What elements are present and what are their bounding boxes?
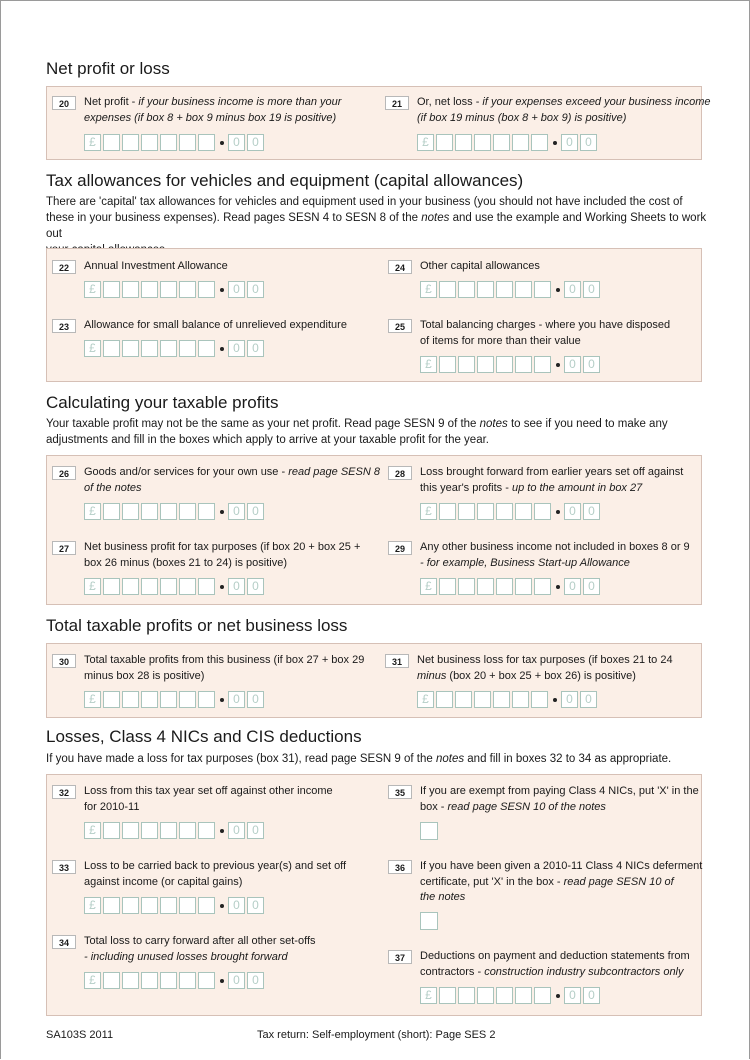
box-number: 36 xyxy=(388,860,412,874)
digit-cell[interactable] xyxy=(160,281,177,298)
digit-cell[interactable] xyxy=(179,972,196,989)
pence-cell[interactable]: 0 xyxy=(247,578,264,595)
amount-field[interactable] xyxy=(420,503,602,520)
digit-cell[interactable] xyxy=(493,691,510,708)
digit-cell[interactable] xyxy=(160,822,177,839)
box-label: Loss brought forward from earlier years set off against this year's profits - up to the amount in box 27 xyxy=(420,466,684,494)
pence-cell[interactable]: 0 xyxy=(247,281,264,298)
pence-cell[interactable]: 0 xyxy=(228,972,245,989)
decimal-point xyxy=(556,363,560,367)
digit-cell[interactable] xyxy=(458,578,475,595)
pound-cell[interactable]: £ xyxy=(417,691,434,708)
amount-field[interactable] xyxy=(420,281,602,298)
digit-cell[interactable] xyxy=(179,134,196,151)
pound-cell[interactable]: £ xyxy=(84,134,101,151)
digit-cell[interactable] xyxy=(103,578,120,595)
digit-cell[interactable] xyxy=(103,691,120,708)
digit-cell[interactable] xyxy=(534,503,551,520)
box-number: 26 xyxy=(52,466,76,480)
box-label: Other capital allowances xyxy=(420,260,540,272)
digit-cell[interactable] xyxy=(198,134,215,151)
section-intro-allowances: There are 'capital' tax allowances for vehicles and equipment used in your business (you should not have included the cost of these in your business expenses). Read pages SESN 4 to SESN 8 of the notes and use the example and Working Sheets to work out xyxy=(46,196,707,240)
decimal-point xyxy=(220,510,224,514)
decimal-point xyxy=(556,585,560,589)
digit-cell[interactable] xyxy=(122,340,139,357)
box-number: 25 xyxy=(388,319,412,333)
digit-cell[interactable] xyxy=(458,987,475,1004)
decimal-point xyxy=(220,829,224,833)
box-label: Net business profit for tax purposes (if box 20 + box 25 + box 26 minus (boxes 21 to 24) is positive) xyxy=(84,541,361,569)
digit-cell[interactable] xyxy=(160,897,177,914)
digit-cell[interactable] xyxy=(179,340,196,357)
digit-cell[interactable] xyxy=(496,356,513,373)
digit-cell[interactable] xyxy=(141,281,158,298)
digit-cell[interactable] xyxy=(496,281,513,298)
pence-cell[interactable]: 0 xyxy=(228,134,245,151)
digit-cell[interactable] xyxy=(103,340,120,357)
box-number: 33 xyxy=(52,860,76,874)
digit-cell[interactable] xyxy=(103,972,120,989)
digit-cell[interactable] xyxy=(477,987,494,1004)
amount-field[interactable] xyxy=(420,578,602,595)
pence-cell[interactable]: 0 xyxy=(564,356,581,373)
digit-cell[interactable] xyxy=(455,691,472,708)
digit-cell[interactable] xyxy=(198,503,215,520)
amount-field[interactable] xyxy=(84,503,266,520)
digit-cell[interactable] xyxy=(122,281,139,298)
box-number: 35 xyxy=(388,785,412,799)
amount-field[interactable] xyxy=(84,578,266,595)
decimal-point xyxy=(220,585,224,589)
digit-cell[interactable] xyxy=(515,356,532,373)
digit-cell[interactable] xyxy=(531,691,548,708)
box-label: Total taxable profits from this business (if box 27 + box 29 minus box 28 is positive) xyxy=(84,654,365,682)
pence-cell[interactable]: 0 xyxy=(247,134,264,151)
digit-cell[interactable] xyxy=(160,972,177,989)
decimal-point xyxy=(220,904,224,908)
section-title-allowances: Tax allowances for vehicles and equipment (capital allowances) xyxy=(46,171,524,190)
box-label: Or, net loss - if your expenses exceed your business income (if box 19 minus (box 8 + box 9) is positive) xyxy=(417,96,711,124)
box-number: 20 xyxy=(52,96,76,110)
digit-cell[interactable] xyxy=(103,503,120,520)
pound-cell[interactable]: £ xyxy=(420,356,437,373)
amount-field[interactable] xyxy=(417,691,599,708)
digit-cell[interactable] xyxy=(458,281,475,298)
decimal-point xyxy=(556,994,560,998)
box-number: 28 xyxy=(388,466,412,480)
digit-cell[interactable] xyxy=(534,987,551,1004)
digit-cell[interactable] xyxy=(474,134,491,151)
pence-cell[interactable]: 0 xyxy=(228,281,245,298)
digit-cell[interactable] xyxy=(103,281,120,298)
digit-cell[interactable] xyxy=(534,281,551,298)
digit-cell[interactable] xyxy=(160,691,177,708)
digit-cell[interactable] xyxy=(103,897,120,914)
amount-field[interactable] xyxy=(420,987,602,1004)
pound-cell[interactable]: £ xyxy=(84,503,101,520)
digit-cell[interactable] xyxy=(477,578,494,595)
digit-cell[interactable] xyxy=(141,134,158,151)
digit-cell[interactable] xyxy=(477,356,494,373)
digit-cell[interactable] xyxy=(198,822,215,839)
pence-cell[interactable]: 0 xyxy=(228,503,245,520)
digit-cell[interactable] xyxy=(477,503,494,520)
pence-cell[interactable]: 0 xyxy=(247,897,264,914)
digit-cell[interactable] xyxy=(198,691,215,708)
amount-field[interactable] xyxy=(84,691,266,708)
digit-cell[interactable] xyxy=(198,340,215,357)
digit-cell[interactable] xyxy=(122,578,139,595)
decimal-point xyxy=(553,698,557,702)
pence-cell[interactable]: 0 xyxy=(564,503,581,520)
amount-field[interactable] xyxy=(84,822,266,839)
digit-cell[interactable] xyxy=(474,691,491,708)
pence-cell[interactable]: 0 xyxy=(247,340,264,357)
pence-cell[interactable]: 0 xyxy=(247,822,264,839)
box-label: Deductions on payment and deduction statements from contractors - construction industry subcontractors only xyxy=(420,950,690,978)
pound-cell[interactable]: £ xyxy=(420,578,437,595)
box-number: 22 xyxy=(52,260,76,274)
box-label: Total loss to carry forward after all other set-offs - including unused losses brought forward xyxy=(84,935,316,963)
digit-cell[interactable] xyxy=(455,134,472,151)
digit-cell[interactable] xyxy=(141,578,158,595)
digit-cell[interactable] xyxy=(179,897,196,914)
pound-cell[interactable]: £ xyxy=(84,822,101,839)
pound-cell[interactable]: £ xyxy=(84,691,101,708)
digit-cell[interactable] xyxy=(198,281,215,298)
digit-cell[interactable] xyxy=(531,134,548,151)
form-code: SA103S 2011 xyxy=(46,1029,114,1041)
digit-cell[interactable] xyxy=(122,972,139,989)
digit-cell[interactable] xyxy=(496,578,513,595)
pence-cell[interactable]: 0 xyxy=(247,691,264,708)
digit-cell[interactable] xyxy=(439,578,456,595)
digit-cell[interactable] xyxy=(515,503,532,520)
pence-cell[interactable]: 0 xyxy=(583,503,600,520)
pence-cell[interactable]: 0 xyxy=(228,340,245,357)
digit-cell[interactable] xyxy=(515,987,532,1004)
box-number: 23 xyxy=(52,319,76,333)
digit-cell[interactable] xyxy=(198,972,215,989)
panel-losses xyxy=(46,774,702,1016)
checkbox-class4-deferment[interactable] xyxy=(420,912,438,930)
amount-field[interactable] xyxy=(84,134,266,151)
amount-field[interactable] xyxy=(84,897,266,914)
digit-cell[interactable] xyxy=(439,356,456,373)
decimal-point xyxy=(556,288,560,292)
digit-cell[interactable] xyxy=(534,578,551,595)
page-label: Tax return: Self-employment (short): Page SES 2 xyxy=(257,1029,496,1041)
digit-cell[interactable] xyxy=(160,340,177,357)
digit-cell[interactable] xyxy=(179,503,196,520)
box-number: 24 xyxy=(388,260,412,274)
decimal-point xyxy=(556,510,560,514)
panel-allowances xyxy=(46,248,702,382)
pence-cell[interactable]: 0 xyxy=(247,503,264,520)
digit-cell[interactable] xyxy=(198,897,215,914)
digit-cell[interactable] xyxy=(436,691,453,708)
digit-cell[interactable] xyxy=(496,503,513,520)
section-title-net-profit: Net profit or loss xyxy=(46,59,170,78)
digit-cell[interactable] xyxy=(534,356,551,373)
box-label: Total balancing charges - where you have disposed of items for more than their value xyxy=(420,319,671,347)
pence-cell[interactable]: 0 xyxy=(583,281,600,298)
digit-cell[interactable] xyxy=(496,987,513,1004)
decimal-point xyxy=(553,141,557,145)
box-label: Any other business income not included in boxes 8 or 9 - for example, Business Start-up Allowance xyxy=(420,541,690,569)
decimal-point xyxy=(220,698,224,702)
pence-cell[interactable]: 0 xyxy=(561,134,578,151)
digit-cell[interactable] xyxy=(198,578,215,595)
panel-taxable xyxy=(46,455,702,605)
digit-cell[interactable] xyxy=(512,691,529,708)
digit-cell[interactable] xyxy=(122,134,139,151)
pence-cell[interactable]: 0 xyxy=(580,691,597,708)
amount-field[interactable] xyxy=(84,281,266,298)
box-label: Net profit - if your business income is more than your expenses (if box 8 + box 9 minus box 19 is positive) xyxy=(84,96,342,124)
pound-cell[interactable]: £ xyxy=(420,281,437,298)
section-intro-taxable: Your taxable profit may not be the same as your net profit. Read page SESN 9 of the notes to see if you need to make any adjustments and fill in the boxes which apply to arrive at your taxable profit for the year. xyxy=(46,418,668,446)
digit-cell[interactable] xyxy=(439,987,456,1004)
pence-cell[interactable]: 0 xyxy=(564,987,581,1004)
pence-cell[interactable]: 0 xyxy=(228,691,245,708)
pence-cell[interactable]: 0 xyxy=(561,691,578,708)
decimal-point xyxy=(220,979,224,983)
digit-cell[interactable] xyxy=(439,281,456,298)
digit-cell[interactable] xyxy=(160,134,177,151)
box-label: If you have been given a 2010-11 Class 4 NICs deferment certificate, put 'X' in the box - read page SESN 10 of the notes xyxy=(420,860,703,903)
section-title-total: Total taxable profits or net business loss xyxy=(46,616,348,635)
pence-cell[interactable]: 0 xyxy=(564,578,581,595)
panel-total xyxy=(46,643,702,718)
pence-cell[interactable]: 0 xyxy=(228,822,245,839)
digit-cell[interactable] xyxy=(179,691,196,708)
amount-field[interactable] xyxy=(84,340,266,357)
amount-field[interactable] xyxy=(417,134,599,151)
pence-cell[interactable]: 0 xyxy=(228,578,245,595)
pound-cell[interactable]: £ xyxy=(420,987,437,1004)
box-number: 34 xyxy=(52,935,76,949)
box-label: Loss from this tax year set off against other income for 2010-11 xyxy=(84,785,333,813)
box-number: 31 xyxy=(385,654,409,668)
digit-cell[interactable] xyxy=(436,134,453,151)
box-number: 37 xyxy=(388,950,412,964)
box-number: 27 xyxy=(52,541,76,555)
pence-cell[interactable]: 0 xyxy=(228,897,245,914)
digit-cell[interactable] xyxy=(141,972,158,989)
section-title-losses: Losses, Class 4 NICs and CIS deductions xyxy=(46,727,362,746)
pound-cell[interactable]: £ xyxy=(417,134,434,151)
digit-cell[interactable] xyxy=(103,134,120,151)
digit-cell[interactable] xyxy=(103,822,120,839)
digit-cell[interactable] xyxy=(477,281,494,298)
digit-cell[interactable] xyxy=(179,281,196,298)
digit-cell[interactable] xyxy=(122,503,139,520)
digit-cell[interactable] xyxy=(458,356,475,373)
digit-cell[interactable] xyxy=(160,503,177,520)
digit-cell[interactable] xyxy=(141,822,158,839)
digit-cell[interactable] xyxy=(458,503,475,520)
pound-cell[interactable]: £ xyxy=(84,578,101,595)
pound-cell[interactable]: £ xyxy=(84,972,101,989)
section-intro-losses: If you have made a loss for tax purposes (box 31), read page SESN 9 of the notes and fill in boxes 32 to 34 as appropriate. xyxy=(46,753,672,765)
box-number: 21 xyxy=(385,96,409,110)
amount-field[interactable] xyxy=(420,356,602,373)
digit-cell[interactable] xyxy=(179,578,196,595)
digit-cell[interactable] xyxy=(141,340,158,357)
digit-cell[interactable] xyxy=(179,822,196,839)
digit-cell[interactable] xyxy=(515,578,532,595)
digit-cell[interactable] xyxy=(160,578,177,595)
decimal-point xyxy=(220,347,224,351)
digit-cell[interactable] xyxy=(512,134,529,151)
box-label: Allowance for small balance of unrelieved expenditure xyxy=(84,319,347,331)
panel-net-profit xyxy=(46,86,711,160)
digit-cell[interactable] xyxy=(439,503,456,520)
checkbox-class4-exempt[interactable] xyxy=(420,822,438,840)
pound-cell[interactable]: £ xyxy=(420,503,437,520)
digit-cell[interactable] xyxy=(122,897,139,914)
digit-cell[interactable] xyxy=(122,691,139,708)
pound-cell[interactable]: £ xyxy=(84,340,101,357)
pence-cell[interactable]: 0 xyxy=(583,578,600,595)
pence-cell[interactable]: 0 xyxy=(564,281,581,298)
box-label: Goods and/or services for your own use - read page SESN 8 of the notes xyxy=(84,466,380,494)
digit-cell[interactable] xyxy=(493,134,510,151)
decimal-point xyxy=(220,288,224,292)
pound-cell[interactable]: £ xyxy=(84,897,101,914)
digit-cell[interactable] xyxy=(515,281,532,298)
pence-cell[interactable]: 0 xyxy=(580,134,597,151)
digit-cell[interactable] xyxy=(141,691,158,708)
amount-field[interactable] xyxy=(84,972,266,989)
section-title-taxable: Calculating your taxable profits xyxy=(46,393,279,412)
pound-cell[interactable]: £ xyxy=(84,281,101,298)
digit-cell[interactable] xyxy=(122,822,139,839)
box-label: If you are exempt from paying Class 4 NICs, put 'X' in the box - read page SESN 10 of the notes xyxy=(420,785,699,813)
pence-cell[interactable]: 0 xyxy=(247,972,264,989)
box-label: Net business loss for tax purposes (if boxes 21 to 24 minus (box 20 + box 25 + box 26) is positive) xyxy=(417,654,673,682)
digit-cell[interactable] xyxy=(141,897,158,914)
decimal-point xyxy=(220,141,224,145)
box-label: Loss to be carried back to previous year(s) and set off against income (or capital gains) xyxy=(84,860,347,888)
pence-cell[interactable]: 0 xyxy=(583,356,600,373)
pence-cell[interactable]: 0 xyxy=(583,987,600,1004)
box-number: 29 xyxy=(388,541,412,555)
digit-cell[interactable] xyxy=(141,503,158,520)
box-number: 30 xyxy=(52,654,76,668)
box-label: Annual Investment Allowance xyxy=(84,260,228,272)
box-number: 32 xyxy=(52,785,76,799)
